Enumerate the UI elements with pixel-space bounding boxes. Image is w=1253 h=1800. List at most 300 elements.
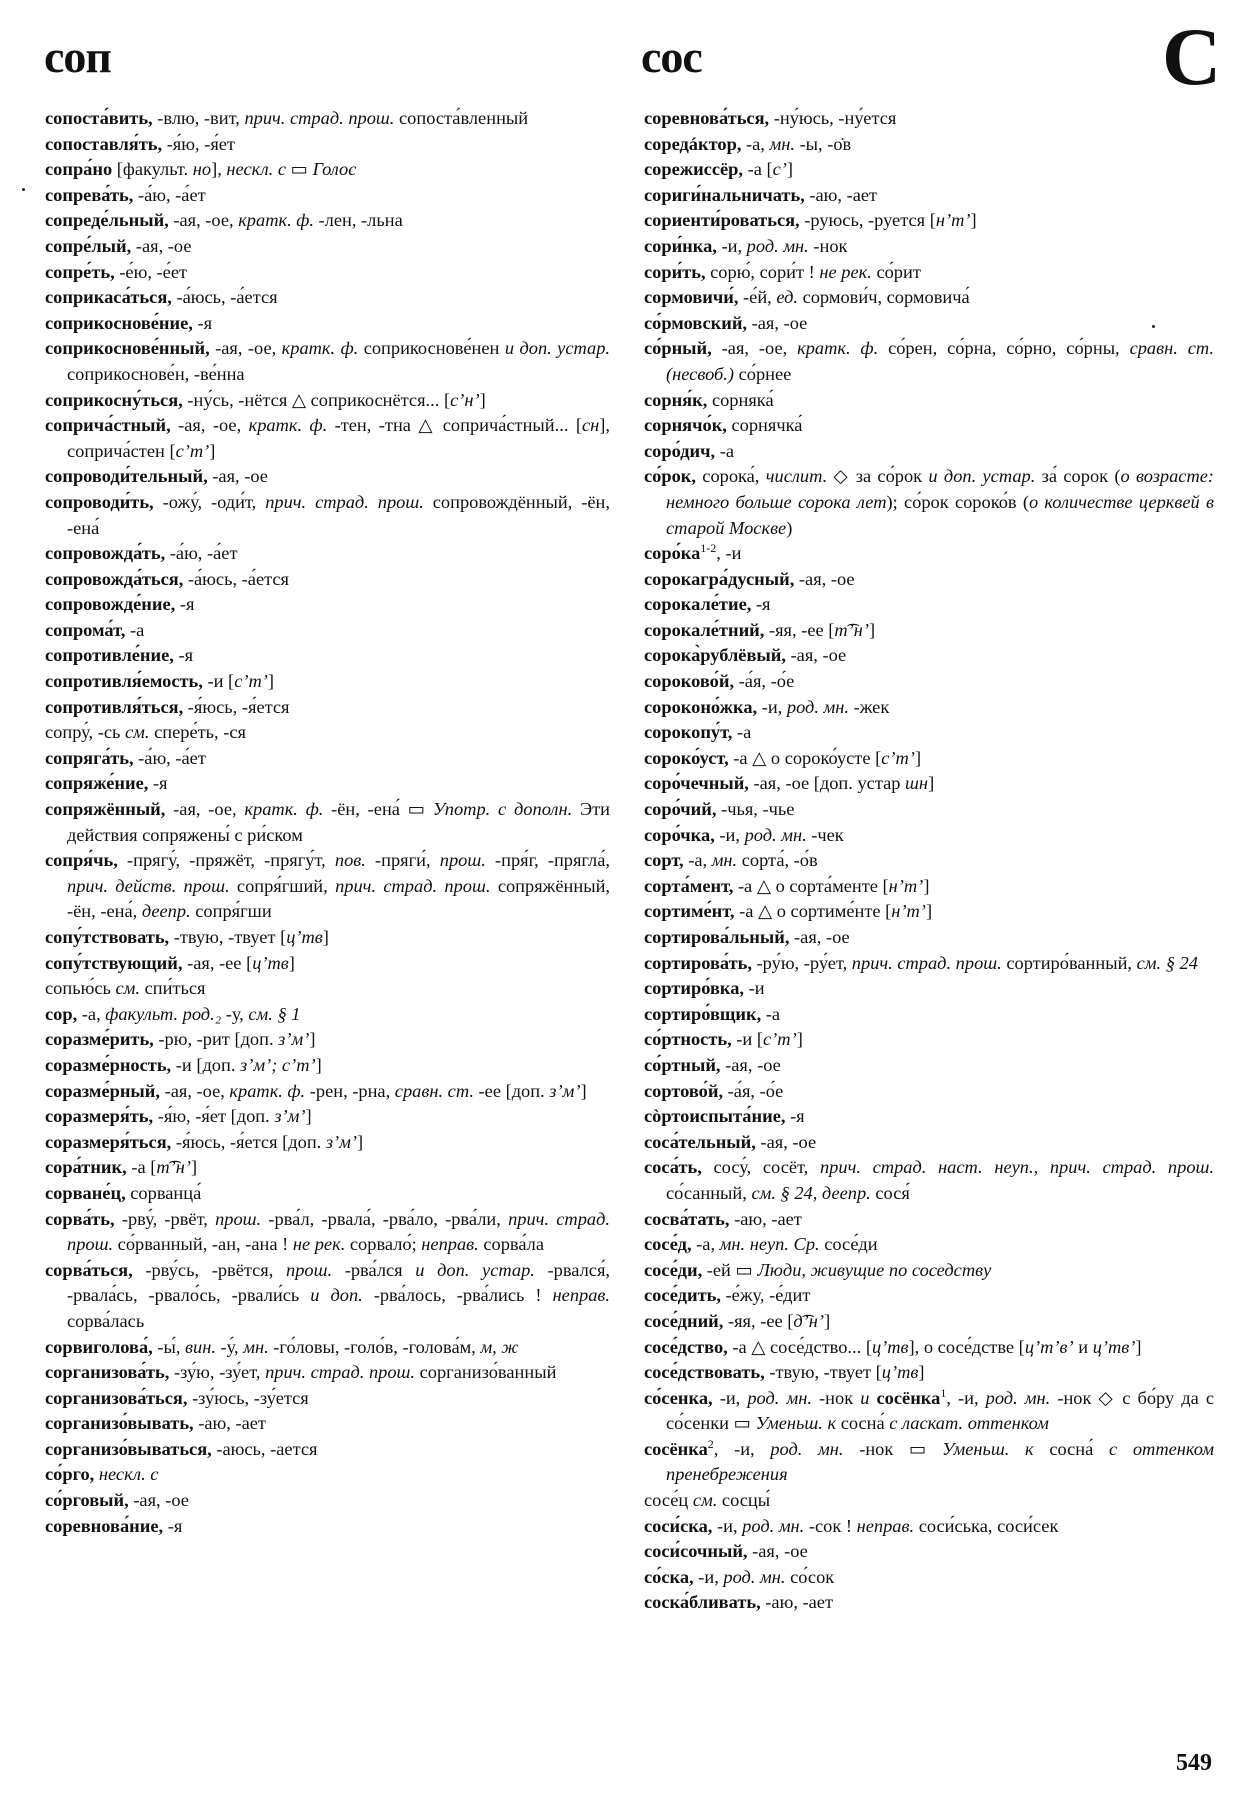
dictionary-entry <box>45 797 610 848</box>
grammar-note: цʼтв <box>881 1362 919 1383</box>
entry-text: -зу́ю, -зу́ет, <box>173 1362 266 1383</box>
entry-text: -аюсь, -ается <box>216 1438 318 1459</box>
headword: сорва́ть, <box>45 1208 122 1229</box>
grammar-note: Уменьш. к <box>755 1413 841 1434</box>
grammar-note: неправ. <box>552 1285 610 1306</box>
entry-text: ] <box>918 1362 925 1383</box>
entry-text: сормови́ч, сормовича́ <box>802 287 970 308</box>
headword: сорокагра́дусный, <box>644 568 799 589</box>
dictionary-entry <box>644 746 1214 772</box>
entry-text: ] <box>191 1157 198 1178</box>
headword: сорганизова́ть, <box>45 1362 174 1383</box>
entry-text: сосе́ц <box>644 1490 693 1511</box>
dictionary-entry <box>644 1155 1214 1206</box>
headword: соприкоснове́нный, <box>45 338 216 359</box>
entry-text: -е́й, <box>743 287 777 308</box>
entry-text: ] <box>288 952 295 973</box>
entry-text: -яя, -ее [ <box>727 1310 794 1331</box>
dictionary-entry <box>45 490 610 541</box>
entry-text: -ну́сь, -нётся △ соприкоснётся... [ <box>187 389 451 410</box>
dictionary-entry <box>644 1079 1214 1105</box>
headword: сопре́лый, <box>45 235 136 256</box>
entry-text: ] <box>315 1054 322 1075</box>
dictionary-entry <box>45 541 610 567</box>
headword: со́сенка, <box>644 1387 720 1408</box>
entry-text: -и [ <box>207 671 235 692</box>
scan-speck <box>22 188 25 191</box>
grammar-note: род. мн. <box>770 1438 860 1459</box>
grammar-note: но <box>192 159 212 180</box>
entry-text: сопровождённый, -ён, -ена́ <box>67 491 610 538</box>
headword: сорта́мент, <box>644 875 738 896</box>
entry-text: сопряжённый, -ён, -ена́, <box>67 875 611 922</box>
grammar-note: Употр. с дополн. <box>432 799 580 820</box>
entry-text: сорока́, <box>702 466 766 487</box>
dictionary-entry <box>45 1053 610 1079</box>
grammar-note: прич. страд. прош. <box>335 875 498 896</box>
entry-text: -ая, -ое, <box>164 1080 230 1101</box>
grammar-note: зʼмʼ <box>549 1080 581 1101</box>
entry-text: -ая, -ое <box>794 927 850 947</box>
dictionary-entry <box>644 1258 1214 1284</box>
entry-text: -рву́, -рвёт, <box>121 1208 216 1229</box>
dictionary-entry <box>644 183 1214 209</box>
grammar-note: прич. страд. прош. <box>265 491 433 512</box>
entry-text: -а, <box>688 850 712 871</box>
right-guide-word: сос <box>641 31 702 82</box>
entry-text: сопоста́вленный <box>399 108 529 128</box>
grammar-note: сʼтʼ <box>881 747 915 768</box>
entry-text: ] <box>796 1029 803 1050</box>
dictionary-entry <box>644 208 1214 234</box>
entry-text: -ён, -ена́ ▭ <box>331 799 433 820</box>
dictionary-entry <box>45 1437 610 1463</box>
entry-text: ] <box>928 773 935 794</box>
dictionary-entry <box>644 1309 1214 1335</box>
entry-text: сосна́ <box>840 1413 890 1434</box>
entry-text: -ну́юсь, -ну́ется <box>773 108 897 128</box>
grammar-note: цʼтв <box>286 927 323 947</box>
grammar-note: т͡ʼнʼ <box>156 1157 191 1178</box>
grammar-note: род. мн. <box>786 696 854 717</box>
grammar-note: цʼтв <box>871 1336 909 1357</box>
entry-text: -я <box>790 1106 805 1127</box>
grammar-note: род. мн. <box>723 1566 791 1587</box>
dictionary-entry <box>644 1360 1214 1386</box>
grammar-note: мн. <box>711 850 742 871</box>
entry-text: -а [ <box>747 159 773 180</box>
dictionary-entry <box>644 106 1214 132</box>
dictionary-entry <box>45 976 610 1002</box>
entry-text: -и, <box>719 1387 748 1408</box>
entry-text: -и, <box>761 696 787 717</box>
headword: соревнова́ние, <box>45 1515 168 1536</box>
headword: сорокопу́т, <box>644 722 737 743</box>
entry-text: сопру́, -сь <box>45 722 125 743</box>
grammar-note: шн <box>905 773 929 794</box>
grammar-note: см. § 24 <box>1136 952 1198 973</box>
scan-speck <box>1152 325 1155 328</box>
headword: соси́ска, <box>644 1515 717 1536</box>
entry-text: со́санный, <box>666 1182 752 1203</box>
entry-text: -го́ловы, -голо́в, -голова́м, <box>273 1336 481 1357</box>
headword: соприкаса́ться, <box>45 287 177 308</box>
dictionary-entry <box>644 439 1214 465</box>
entry-text: -а́я, -о́е <box>727 1080 784 1101</box>
headword: соразме́рить, <box>45 1029 159 1050</box>
entry-text: спере́ть, -ся <box>154 722 246 743</box>
entry-text: -а △ о сортиме́нте [ <box>739 901 892 922</box>
entry-text: -ая, -ое <box>751 312 808 333</box>
dictionary-entry <box>644 1002 1214 1028</box>
grammar-note: ед. <box>776 287 803 308</box>
headword: сортиро́вщик, <box>644 1003 766 1024</box>
entry-text: -сок ! <box>808 1515 857 1536</box>
dictionary-entry <box>644 848 1214 874</box>
headword: сопроводи́ть, <box>45 491 163 512</box>
dictionary-entry <box>45 1130 610 1156</box>
dictionary-entry <box>644 823 1214 849</box>
headword: сори́нка, <box>644 235 722 256</box>
headword: сосе́д, <box>644 1234 697 1255</box>
dictionary-entry <box>45 234 610 260</box>
grammar-note: см. § 24, деепр. <box>751 1182 876 1203</box>
dictionary-entry <box>45 1462 610 1488</box>
grammar-note: прич. страд. прош. <box>265 1362 420 1383</box>
entry-text: сорняка́ <box>711 389 774 410</box>
headword: сорокале́тие, <box>644 594 756 615</box>
headword: со́ртность, <box>644 1029 737 1050</box>
headword: сорвиголова́, <box>45 1336 158 1357</box>
entry-text: за́ сорок ( <box>1041 466 1121 487</box>
entry-text: -ее [доп. <box>478 1080 550 1101</box>
grammar-note: сн <box>581 415 600 436</box>
dictionary-entry <box>644 1027 1214 1053</box>
dictionary-entry <box>45 1514 610 1540</box>
entry-text: спи́ться <box>144 978 206 999</box>
entry-text: -е́ю, -е́ет <box>119 261 188 282</box>
dictionary-entry <box>644 643 1214 669</box>
dictionary-entry <box>45 388 610 414</box>
headword: сор, <box>45 1003 82 1024</box>
dictionary-entry <box>45 285 610 311</box>
dictionary-entry <box>45 1335 610 1361</box>
entry-text: ] <box>970 210 977 231</box>
entry-text: -и, <box>719 824 745 845</box>
entry-text: -я <box>167 1515 183 1536</box>
headword: соро́чечный, <box>644 773 754 794</box>
dictionary-entry <box>644 413 1214 439</box>
dictionary-entry <box>45 1027 610 1053</box>
entry-text: ▭ <box>290 159 313 180</box>
grammar-note: кратк. ф. <box>238 210 319 231</box>
entry-text: -ая, -ое [доп. устар <box>753 773 906 794</box>
entry-text: со́сок <box>790 1566 835 1587</box>
headword: сопреде́льный, <box>45 210 174 231</box>
headword: сортиро́вка, <box>644 978 749 999</box>
grammar-note: кратк. ф. <box>797 338 889 359</box>
dictionary-entry <box>644 1130 1214 1156</box>
grammar-note: с оттенком пренебрежения <box>666 1438 1215 1485</box>
headword: сопу́тствовать, <box>45 927 174 947</box>
headword: соса́тельный, <box>644 1131 761 1152</box>
right-column <box>644 106 1214 1616</box>
entry-text: -ей ▭ <box>706 1259 758 1280</box>
entry-text: ); со́рок сороко́в ( <box>886 491 1029 512</box>
grammar-note: прош. <box>439 850 495 871</box>
entry-text: ] <box>1135 1336 1142 1357</box>
headword: соразмеря́ться, <box>45 1131 176 1152</box>
headword: сорганизова́ться, <box>45 1387 193 1408</box>
entry-text: ◇ за со́рок <box>833 466 929 487</box>
entry-text: -аю, -ает <box>809 184 878 205</box>
entry-text: сосе́ди <box>824 1234 878 1255</box>
dictionary-entry <box>644 132 1214 158</box>
entry-text: -ая, -ое <box>135 235 192 256</box>
dictionary-entry <box>644 388 1214 414</box>
dictionary-entry <box>45 1181 610 1207</box>
headword: сосе́ди, <box>644 1259 707 1280</box>
grammar-note: прич. действ. прош. <box>67 875 237 896</box>
entry-text: ] <box>309 1029 316 1050</box>
grammar-note: род. мн. <box>744 824 812 845</box>
dictionary-entry <box>45 848 610 925</box>
headword: сосе́дний, <box>644 1310 728 1331</box>
headword: сòртоиспыта́ние, <box>644 1106 791 1127</box>
grammar-note: о количестве церквей в старой Москве <box>666 491 1214 538</box>
dictionary-entry <box>644 1514 1214 1540</box>
entry-text: соприкоснове́нен <box>363 338 505 359</box>
entry-text: -чек <box>811 824 844 845</box>
dictionary-entry <box>644 541 1214 567</box>
entry-text: , -и <box>716 543 742 564</box>
grammar-note: см. <box>692 1490 722 1511</box>
headword: сосва́тать, <box>644 1208 735 1229</box>
entry-text: -прягу́, -пряжёт, -прягу́т, <box>126 850 335 871</box>
grammar-note: не рек. <box>819 261 877 282</box>
entry-text: сорва́ла <box>483 1234 545 1255</box>
entry-text: ] <box>786 159 794 180</box>
headword: со́рмовский, <box>644 312 752 333</box>
entry-text: -нок ▭ <box>859 1438 943 1459</box>
entry-text: ] <box>923 875 930 896</box>
entry-text: -а <box>765 1003 781 1024</box>
headword: соро́чка, <box>644 824 720 845</box>
dictionary-entry <box>45 592 610 618</box>
entry-text: сопря́гши <box>195 901 272 922</box>
dictionary-entry <box>644 1053 1214 1079</box>
headword: соредáктор, <box>644 133 747 154</box>
entry-text: -ая, -ое, <box>215 338 282 359</box>
grammar-note: род. мн. <box>746 235 814 256</box>
dictionary-entry <box>45 1155 610 1181</box>
entry-text: -а <box>719 440 735 461</box>
entry-text: [факульт. <box>116 159 193 180</box>
entry-text: сорва́лась <box>67 1310 145 1331</box>
dictionary-entry <box>644 1207 1214 1233</box>
dictionary-entry <box>644 669 1214 695</box>
entry-text: сосу́, сосёт, <box>713 1157 820 1178</box>
headword: сопря́чь, <box>45 850 127 871</box>
grammar-note: мн. <box>243 1336 274 1357</box>
dictionary-entry <box>45 260 610 286</box>
grammar-note: сʼтʼ <box>234 671 268 692</box>
grammar-note: род. мн. <box>747 1387 820 1408</box>
dictionary-entry <box>45 413 610 464</box>
headword: со́ска, <box>644 1566 699 1587</box>
grammar-note: цʼтв <box>252 952 289 973</box>
entry-text: и <box>1073 1336 1093 1357</box>
entry-text: -я́ю, -я́ет [доп. <box>157 1106 275 1127</box>
headword: сопровожде́ние, <box>45 594 180 615</box>
headword: соразме́рность, <box>45 1054 176 1075</box>
grammar-note: нескл. с <box>226 159 291 180</box>
grammar-note: зʼмʼ <box>278 1029 310 1050</box>
headword: соро́дич, <box>644 440 720 461</box>
entry-text: -а △ о сороко́усте [ <box>733 747 882 768</box>
grammar-note: мн. <box>769 133 800 154</box>
entry-text: -а △ сосе́дство... [ <box>732 1336 872 1357</box>
grammar-note: зʼмʼ <box>325 1131 358 1152</box>
grammar-note: о возрасте: немного больше сорока лет <box>666 466 1215 512</box>
dictionary-entry <box>644 797 1214 823</box>
entry-text: со́рванный, -ан, -ана ! <box>117 1234 293 1255</box>
grammar-note: деепр. <box>141 901 196 922</box>
entry-text: ) <box>786 517 793 538</box>
dictionary-entry <box>45 1002 610 1028</box>
entry-text: -а́юсь, -а́ется <box>187 568 289 589</box>
dictionary-entry <box>644 899 1214 925</box>
headword: сорежиссёр, <box>644 159 748 180</box>
entry-text: -рва́л, -рвала́, -рва́ло, -рва́ли, <box>268 1208 509 1229</box>
entry-text: сорванца́ <box>130 1182 202 1203</box>
grammar-note: неправ. <box>421 1234 484 1255</box>
dictionary-entry <box>45 720 610 746</box>
homonym-index: 1-2 <box>700 540 717 555</box>
entry-text: -ая, -ее [ <box>187 952 253 973</box>
entry-text: сорю́, сори́т ! <box>710 261 820 282</box>
entry-text: -у́, <box>220 1336 244 1357</box>
grammar-note: зʼмʼ; сʼтʼ <box>240 1054 316 1075</box>
grammar-note: сравн. ст. (несвоб.) <box>666 338 1214 384</box>
grammar-note: и доп. устар. <box>504 338 611 359</box>
entry-text: -лен, -льна <box>318 210 403 231</box>
entry-text: сорганизо́ванный <box>419 1362 557 1383</box>
page-number: 549 <box>1176 1750 1212 1776</box>
entry-text: -аю, -ает <box>734 1208 802 1229</box>
entry-text: -рвался́, -рвала́сь, -рвало́сь, -рвали́сь <box>67 1259 610 1306</box>
entry-text: -ы, -о̇в <box>799 133 852 154</box>
entry-text: -рю, -рит [доп. <box>158 1029 279 1050</box>
entry-text: ] <box>824 1310 831 1331</box>
homonym-index: 1 <box>940 1385 947 1400</box>
dictionary-entry <box>644 1335 1214 1361</box>
dictionary-entry <box>644 874 1214 900</box>
entry-text: -ожу́, -оди́т, <box>162 491 266 512</box>
dictionary-entry <box>644 260 1214 286</box>
grammar-note: неправ. <box>856 1515 919 1536</box>
dictionary-entry <box>45 567 610 593</box>
dictionary-entry <box>644 771 1214 797</box>
dictionary-entry <box>45 695 610 721</box>
entry-text: -и <box>748 978 765 999</box>
grammar-note: сʼ <box>772 159 787 180</box>
entry-text: сосцы́ <box>721 1490 771 1511</box>
entry-text: -я́ю, -я́ет <box>166 133 235 154</box>
dictionary-entry <box>644 925 1214 951</box>
grammar-note: сравн. ст. <box>394 1080 479 1101</box>
headword: со́ртный, <box>644 1054 726 1075</box>
dictionary-entry <box>644 1565 1214 1591</box>
headword: сори́ть, <box>644 261 711 282</box>
dictionary-entry <box>644 1590 1214 1616</box>
entry-text: ] <box>479 389 486 410</box>
grammar-note: и доп. <box>310 1285 374 1306</box>
headword: сопряже́ние, <box>45 773 153 794</box>
headword: сопроводи́тельный, <box>45 466 213 487</box>
entry-text: -рву́сь, -рвётся, <box>145 1259 287 1280</box>
headword: сопрома́т, <box>45 619 130 640</box>
entry-text: -и, <box>721 235 747 256</box>
entry-text: -ая, -ое, <box>721 338 798 359</box>
headword: соси́сочный, <box>644 1541 753 1562</box>
dictionary-entry <box>45 1207 610 1258</box>
dictionary-entry <box>644 1437 1214 1488</box>
grammar-note: д͡ʼнʼ <box>793 1310 825 1331</box>
entry-text: -у, <box>225 1003 249 1024</box>
headword: сортово́й, <box>644 1080 728 1101</box>
dictionary-entry <box>45 746 610 772</box>
dictionary-entry <box>644 1386 1214 1437</box>
grammar-note: Уменьш. к <box>942 1438 1050 1459</box>
headword: соро́ка <box>644 543 701 564</box>
headword: сорт, <box>644 850 689 871</box>
grammar-note: прош. <box>215 1208 269 1229</box>
headword: соприкоснове́ние, <box>45 312 198 333</box>
grammar-note: сʼтʼ <box>763 1029 797 1050</box>
grammar-note: и доп. устар. <box>415 1259 548 1280</box>
grammar-note: см. <box>115 978 145 999</box>
entry-text: -нок ◇ с бо́ру да с со́сенки ▭ <box>666 1387 1215 1434</box>
headword: сосе́дство, <box>644 1336 733 1357</box>
dictionary-entry <box>644 1283 1214 1309</box>
grammar-note: сʼнʼ <box>450 389 480 410</box>
grammar-note: кратк. ф. <box>248 415 335 436</box>
entry-text: -ая, -ое <box>798 568 855 589</box>
entry-text: ] <box>209 440 216 461</box>
headword: сормовичи́, <box>644 287 744 308</box>
grammar-note: м, ж <box>480 1336 519 1357</box>
headword: сорване́ц, <box>45 1182 131 1203</box>
headword: сопра́но <box>45 159 117 180</box>
entry-text: ] <box>580 1080 587 1101</box>
dictionary-entry <box>644 951 1214 977</box>
homonym-index: 2 <box>707 1436 714 1451</box>
entry-text: -тен, -тна △ соприча́стный... [ <box>334 415 582 436</box>
entry-text: -а́я, -о́е <box>738 671 795 692</box>
dictionary-entry <box>45 208 610 234</box>
grammar-note: нескл. с <box>98 1464 159 1485</box>
entry-text: -а, <box>746 133 770 154</box>
entry-text: -и, <box>698 1566 724 1587</box>
entry-text: -рва́лось, -рва́лись ! <box>373 1285 553 1306</box>
grammar-note: пов. <box>334 850 376 871</box>
headword: со́рок, <box>644 466 703 487</box>
entry-text: -рен, -рна, <box>309 1080 395 1101</box>
entry-text: -я <box>755 594 771 615</box>
grammar-note: см. <box>124 722 155 743</box>
dictionary-entry <box>45 1360 610 1386</box>
